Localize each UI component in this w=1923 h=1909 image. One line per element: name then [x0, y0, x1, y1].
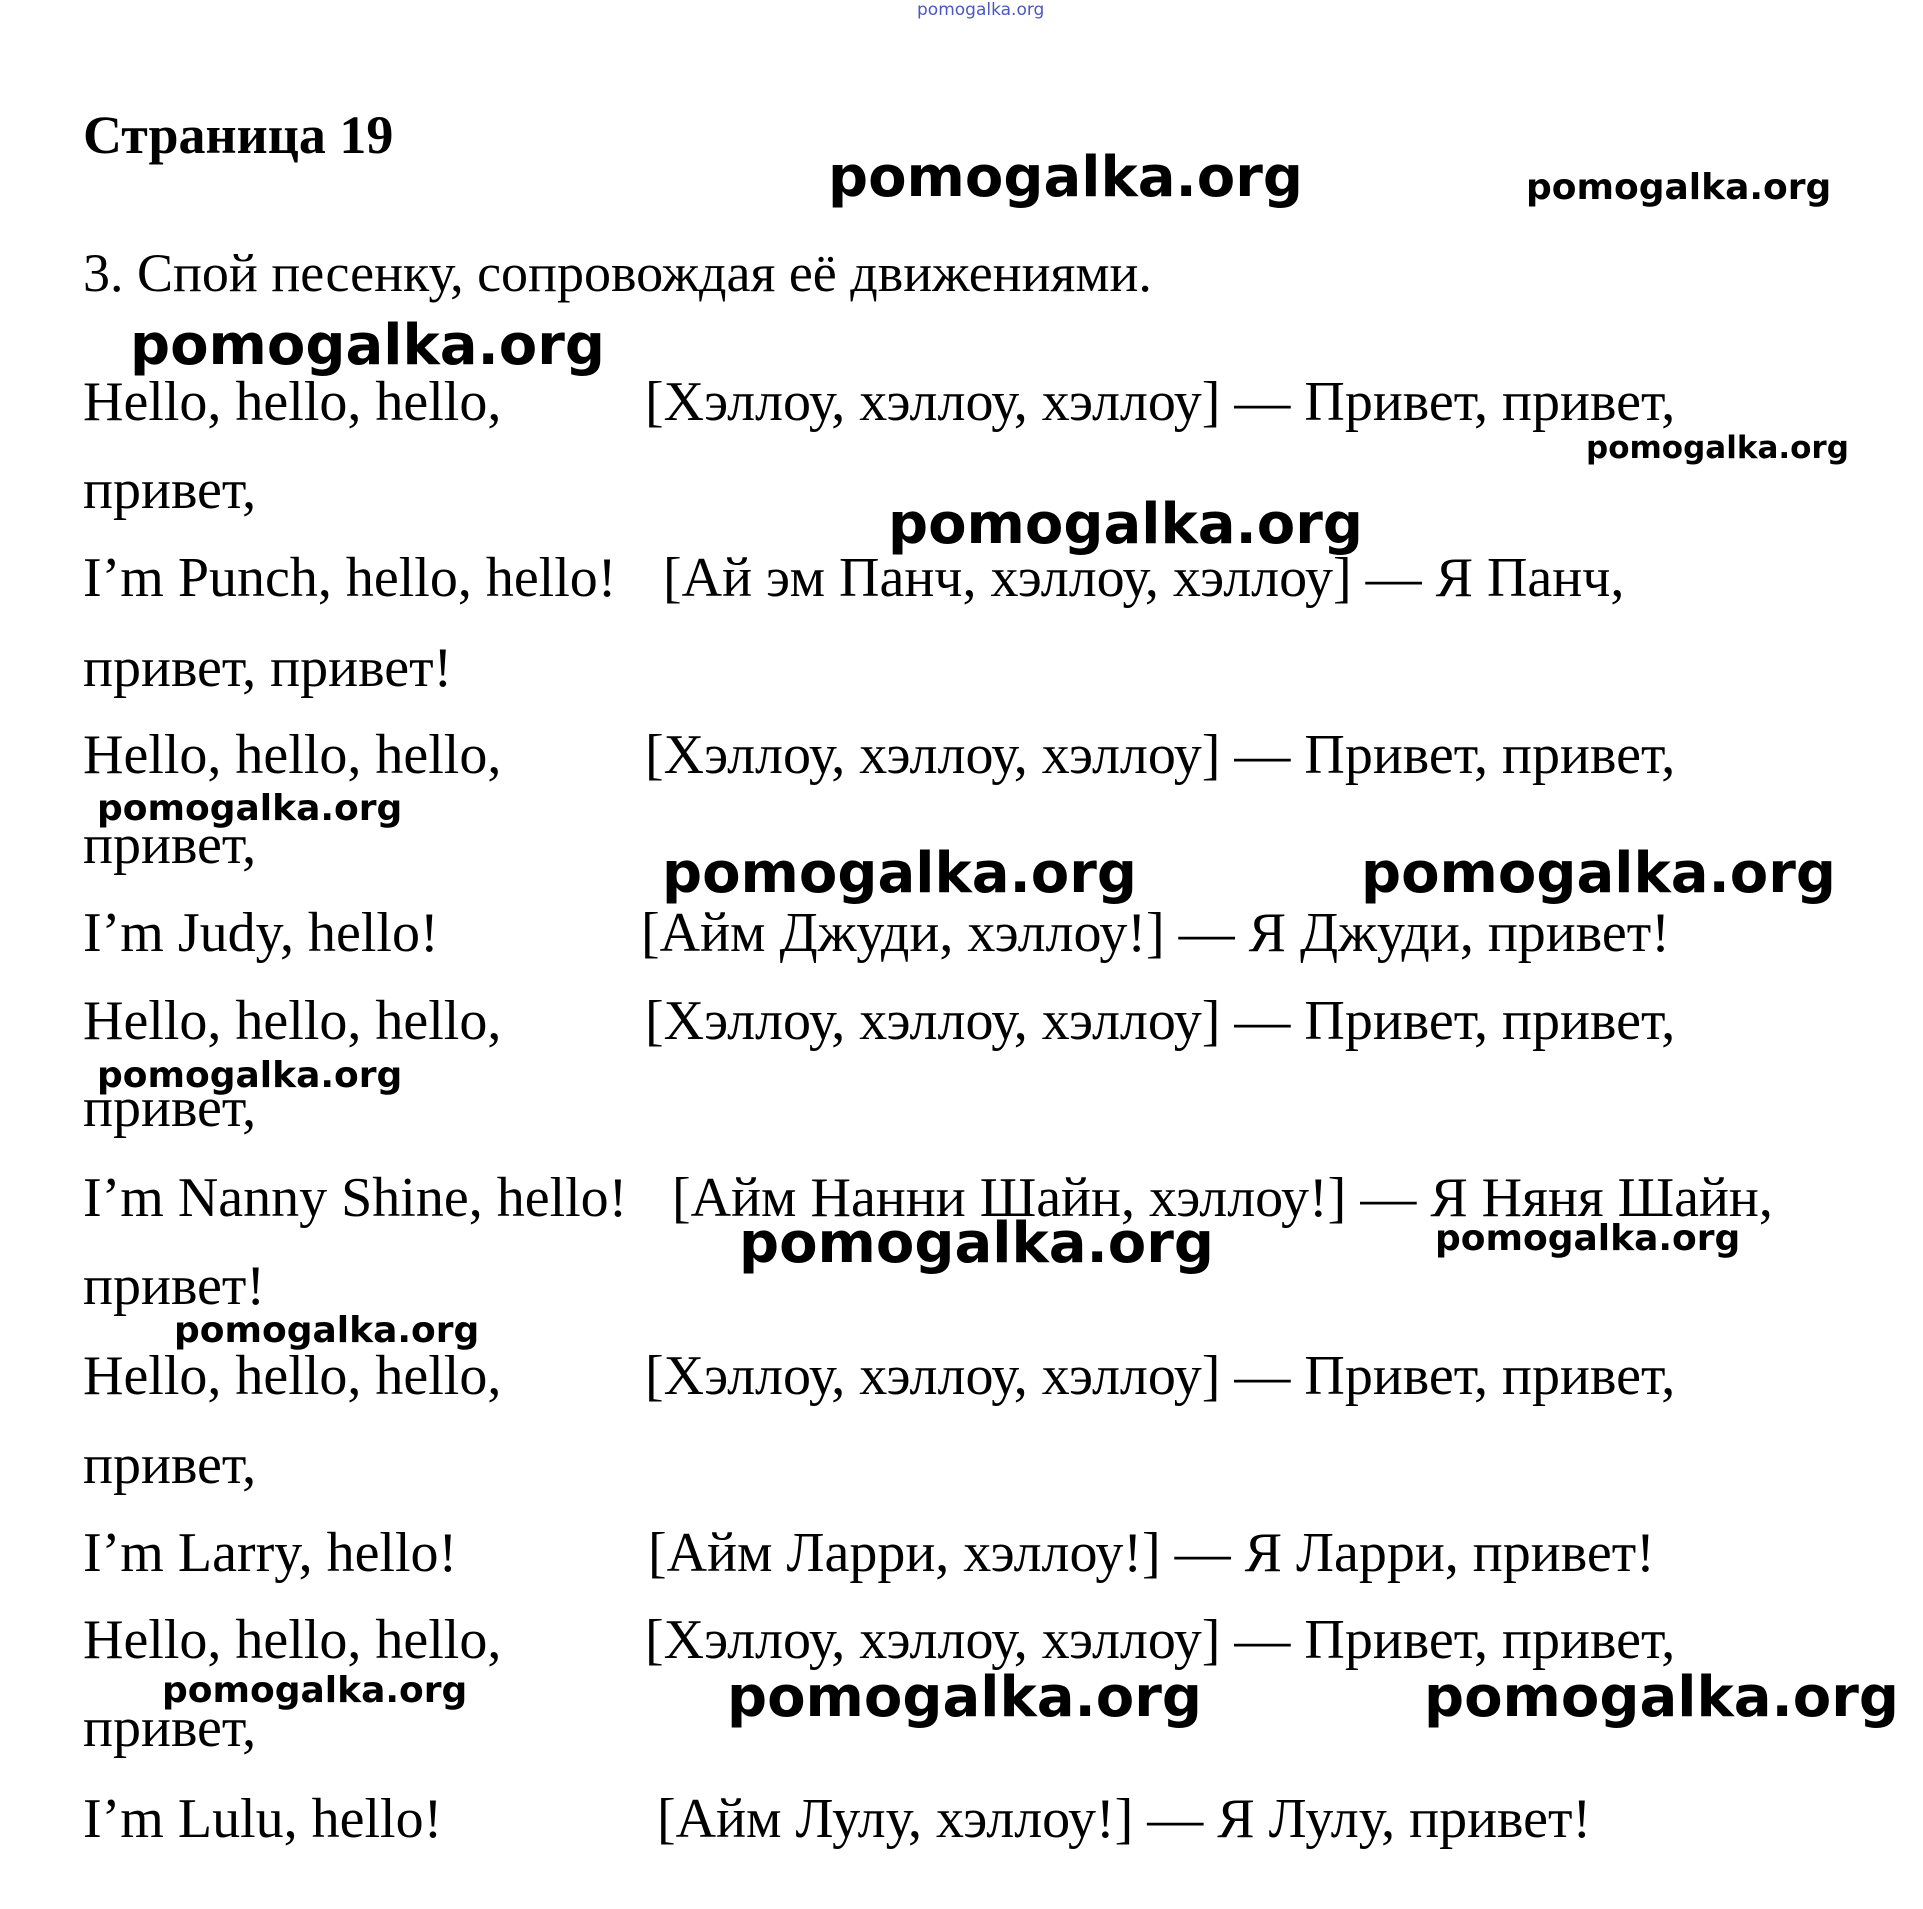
- song-line-cont: привет,: [83, 459, 257, 521]
- song-line-cont: привет,: [83, 814, 257, 876]
- song-line-en: Hello, hello, hello,: [83, 1609, 502, 1671]
- song-line-en: I’m Larry, hello!: [83, 1522, 458, 1584]
- song-line-en: Hello, hello, hello,: [83, 1345, 502, 1407]
- watermark: pomogalka.org: [662, 841, 1137, 906]
- watermark: pomogalka.org: [1424, 1665, 1899, 1730]
- song-line-ru: [Айм Джуди, хэллоу!] — Я Джуди, привет!: [641, 902, 1670, 964]
- top-watermark: pomogalka.org: [917, 0, 1045, 20]
- song-line-cont: привет!: [83, 1255, 266, 1317]
- song-line-en: I’m Lulu, hello!: [83, 1788, 443, 1850]
- song-line-ru: [Хэллоу, хэллоу, хэллоу] — Привет, привет,: [645, 1609, 1676, 1671]
- song-line-ru: [Айм Ларри, хэллоу!] — Я Ларри, привет!: [648, 1522, 1655, 1584]
- watermark: pomogalka.org: [1586, 430, 1849, 466]
- song-line-en: I’m Punch, hello, hello!: [83, 547, 617, 609]
- watermark: pomogalka.org: [97, 1055, 403, 1096]
- song-line-cont: привет,: [83, 1697, 257, 1759]
- watermark: pomogalka.org: [828, 145, 1303, 210]
- song-line-ru: [Хэллоу, хэллоу, хэллоу] — Привет, привет,: [645, 371, 1676, 433]
- watermark: pomogalka.org: [888, 492, 1363, 557]
- watermark: pomogalka.org: [1361, 841, 1836, 906]
- song-line-cont: привет,: [83, 1077, 257, 1139]
- song-line-ru: [Айм Нанни Шайн, хэллоу!] — Я Няня Шайн,: [672, 1167, 1773, 1229]
- song-line-cont: привет,: [83, 1434, 257, 1496]
- song-line-ru: [Айм Лулу, хэллоу!] — Я Лулу, привет!: [657, 1788, 1592, 1850]
- song-line-ru: [Хэллоу, хэллоу, хэллоу] — Привет, привет,: [645, 990, 1676, 1052]
- song-line-en: I’m Nanny Shine, hello!: [83, 1167, 628, 1229]
- song-line-en: I’m Judy, hello!: [83, 902, 439, 964]
- watermark: pomogalka.org: [97, 788, 403, 829]
- watermark: pomogalka.org: [162, 1670, 468, 1711]
- watermark: pomogalka.org: [727, 1665, 1202, 1730]
- watermark: pomogalka.org: [1526, 167, 1832, 208]
- song-line-ru: [Хэллоу, хэллоу, хэллоу] — Привет, привет,: [645, 724, 1676, 786]
- song-line-ru: [Ай эм Панч, хэллоу, хэллоу] — Я Панч,: [663, 547, 1625, 609]
- song-line-ru: [Хэллоу, хэллоу, хэллоу] — Привет, привет,: [645, 1345, 1676, 1407]
- page-title: Страница 19: [83, 105, 394, 165]
- watermark: pomogalka.org: [130, 313, 605, 378]
- song-line-cont: привет, привет!: [83, 637, 453, 699]
- song-line-en: Hello, hello, hello,: [83, 990, 502, 1052]
- task-instruction: 3. Спой песенку, сопровождая её движениями.: [83, 243, 1152, 303]
- song-line-en: Hello, hello, hello,: [83, 371, 502, 433]
- song-line-en: Hello, hello, hello,: [83, 724, 502, 786]
- watermark: pomogalka.org: [739, 1211, 1214, 1276]
- watermark: pomogalka.org: [1435, 1218, 1741, 1259]
- watermark: pomogalka.org: [174, 1310, 480, 1351]
